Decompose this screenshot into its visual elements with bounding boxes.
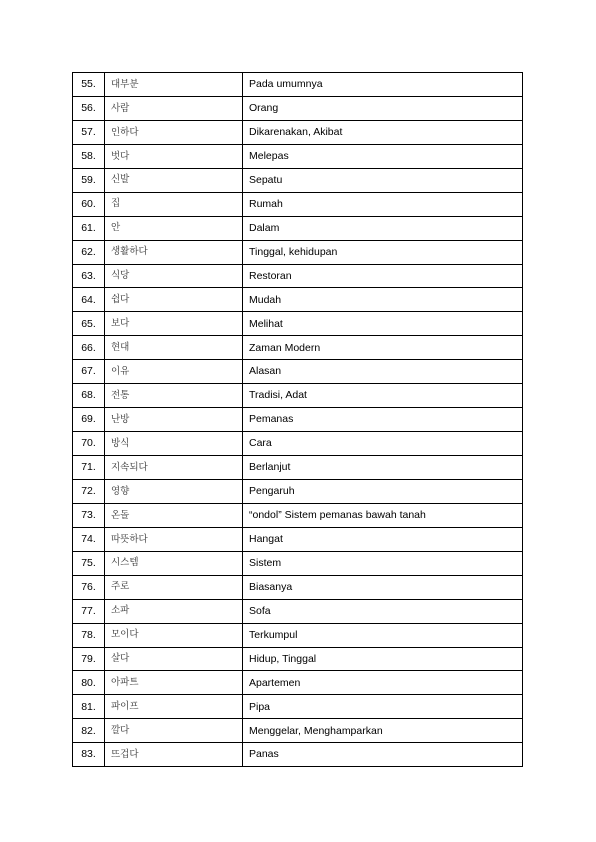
- table-row: [73, 264, 523, 288]
- korean-word-cell: 현대: [105, 336, 243, 360]
- row-number-cell: 59.: [73, 168, 105, 192]
- korean-word-cell: 지속되다: [105, 456, 243, 480]
- korean-word-cell: 쉽다: [105, 288, 243, 312]
- row-number-cell: 58.: [73, 144, 105, 168]
- indonesian-meaning-cell: Orang: [243, 96, 523, 120]
- table-row: [73, 671, 523, 695]
- table-row: [73, 743, 523, 767]
- table-row: [73, 73, 523, 97]
- indonesian-meaning-cell: Terkumpul: [243, 623, 523, 647]
- row-number-cell: 66.: [73, 336, 105, 360]
- table-row: [73, 456, 523, 480]
- table-row: [73, 96, 523, 120]
- table-row: [73, 168, 523, 192]
- row-number-cell: 57.: [73, 120, 105, 144]
- row-number-cell: 75.: [73, 551, 105, 575]
- row-number-cell: 82.: [73, 719, 105, 743]
- indonesian-meaning-cell: Pengaruh: [243, 479, 523, 503]
- indonesian-meaning-cell: Berlanjut: [243, 456, 523, 480]
- row-number-cell: 77.: [73, 599, 105, 623]
- korean-word-cell: 아파트: [105, 671, 243, 695]
- table-row: [73, 695, 523, 719]
- table-row: [73, 599, 523, 623]
- row-number-cell: 71.: [73, 456, 105, 480]
- indonesian-meaning-cell: Apartemen: [243, 671, 523, 695]
- korean-word-cell: 따뜻하다: [105, 527, 243, 551]
- korean-word-cell: 생활하다: [105, 240, 243, 264]
- vocabulary-table: [72, 72, 523, 767]
- indonesian-meaning-cell: Sepatu: [243, 168, 523, 192]
- table-row: [73, 192, 523, 216]
- table-row: [73, 216, 523, 240]
- indonesian-meaning-cell: Mudah: [243, 288, 523, 312]
- korean-word-cell: 방식: [105, 432, 243, 456]
- table-row: [73, 384, 523, 408]
- korean-word-cell: 사람: [105, 96, 243, 120]
- indonesian-meaning-cell: Melihat: [243, 312, 523, 336]
- table-row: [73, 551, 523, 575]
- korean-word-cell: 대부분: [105, 73, 243, 97]
- row-number-cell: 65.: [73, 312, 105, 336]
- korean-word-cell: 영향: [105, 479, 243, 503]
- korean-word-cell: 시스템: [105, 551, 243, 575]
- korean-word-cell: 식당: [105, 264, 243, 288]
- korean-word-cell: 안: [105, 216, 243, 240]
- table-row: [73, 432, 523, 456]
- row-number-cell: 64.: [73, 288, 105, 312]
- indonesian-meaning-cell: Pipa: [243, 695, 523, 719]
- indonesian-meaning-cell: Pemanas: [243, 408, 523, 432]
- korean-word-cell: 인하다: [105, 120, 243, 144]
- table-row: [73, 623, 523, 647]
- row-number-cell: 69.: [73, 408, 105, 432]
- korean-word-cell: 소파: [105, 599, 243, 623]
- row-number-cell: 79.: [73, 647, 105, 671]
- korean-word-cell: 살다: [105, 647, 243, 671]
- korean-word-cell: 파이프: [105, 695, 243, 719]
- row-number-cell: 70.: [73, 432, 105, 456]
- table-row: [73, 408, 523, 432]
- vocabulary-table-body: [73, 73, 523, 767]
- korean-word-cell: 전통: [105, 384, 243, 408]
- korean-word-cell: 이유: [105, 360, 243, 384]
- indonesian-meaning-cell: Hangat: [243, 527, 523, 551]
- row-number-cell: 83.: [73, 743, 105, 767]
- indonesian-meaning-cell: Cara: [243, 432, 523, 456]
- indonesian-meaning-cell: Sofa: [243, 599, 523, 623]
- korean-word-cell: 온돌: [105, 503, 243, 527]
- table-row: [73, 120, 523, 144]
- indonesian-meaning-cell: Tinggal, kehidupan: [243, 240, 523, 264]
- table-row: [73, 288, 523, 312]
- table-row: [73, 144, 523, 168]
- row-number-cell: 68.: [73, 384, 105, 408]
- indonesian-meaning-cell: Restoran: [243, 264, 523, 288]
- table-row: [73, 360, 523, 384]
- indonesian-meaning-cell: Dikarenakan, Akibat: [243, 120, 523, 144]
- row-number-cell: 61.: [73, 216, 105, 240]
- korean-word-cell: 벗다: [105, 144, 243, 168]
- row-number-cell: 81.: [73, 695, 105, 719]
- indonesian-meaning-cell: Biasanya: [243, 575, 523, 599]
- table-row: [73, 575, 523, 599]
- table-row: [73, 647, 523, 671]
- indonesian-meaning-cell: Pada umumnya: [243, 73, 523, 97]
- indonesian-meaning-cell: Panas: [243, 743, 523, 767]
- row-number-cell: 80.: [73, 671, 105, 695]
- row-number-cell: 72.: [73, 479, 105, 503]
- indonesian-meaning-cell: Menggelar, Menghamparkan: [243, 719, 523, 743]
- row-number-cell: 56.: [73, 96, 105, 120]
- indonesian-meaning-cell: Tradisi, Adat: [243, 384, 523, 408]
- row-number-cell: 55.: [73, 73, 105, 97]
- korean-word-cell: 집: [105, 192, 243, 216]
- row-number-cell: 60.: [73, 192, 105, 216]
- table-row: [73, 312, 523, 336]
- korean-word-cell: 깔다: [105, 719, 243, 743]
- indonesian-meaning-cell: Zaman Modern: [243, 336, 523, 360]
- korean-word-cell: 보다: [105, 312, 243, 336]
- indonesian-meaning-cell: Alasan: [243, 360, 523, 384]
- table-row: [73, 719, 523, 743]
- row-number-cell: 67.: [73, 360, 105, 384]
- row-number-cell: 74.: [73, 527, 105, 551]
- row-number-cell: 78.: [73, 623, 105, 647]
- table-row: [73, 503, 523, 527]
- korean-word-cell: 난방: [105, 408, 243, 432]
- row-number-cell: 63.: [73, 264, 105, 288]
- indonesian-meaning-cell: Dalam: [243, 216, 523, 240]
- korean-word-cell: 신발: [105, 168, 243, 192]
- table-row: [73, 527, 523, 551]
- table-row: [73, 479, 523, 503]
- row-number-cell: 73.: [73, 503, 105, 527]
- korean-word-cell: 뜨겁다: [105, 743, 243, 767]
- table-row: [73, 240, 523, 264]
- indonesian-meaning-cell: Melepas: [243, 144, 523, 168]
- korean-word-cell: 주로: [105, 575, 243, 599]
- row-number-cell: 76.: [73, 575, 105, 599]
- indonesian-meaning-cell: Rumah: [243, 192, 523, 216]
- table-row: [73, 336, 523, 360]
- row-number-cell: 62.: [73, 240, 105, 264]
- indonesian-meaning-cell: Sistem: [243, 551, 523, 575]
- indonesian-meaning-cell: “ondol” Sistem pemanas bawah tanah: [243, 503, 523, 527]
- indonesian-meaning-cell: Hidup, Tinggal: [243, 647, 523, 671]
- korean-word-cell: 모이다: [105, 623, 243, 647]
